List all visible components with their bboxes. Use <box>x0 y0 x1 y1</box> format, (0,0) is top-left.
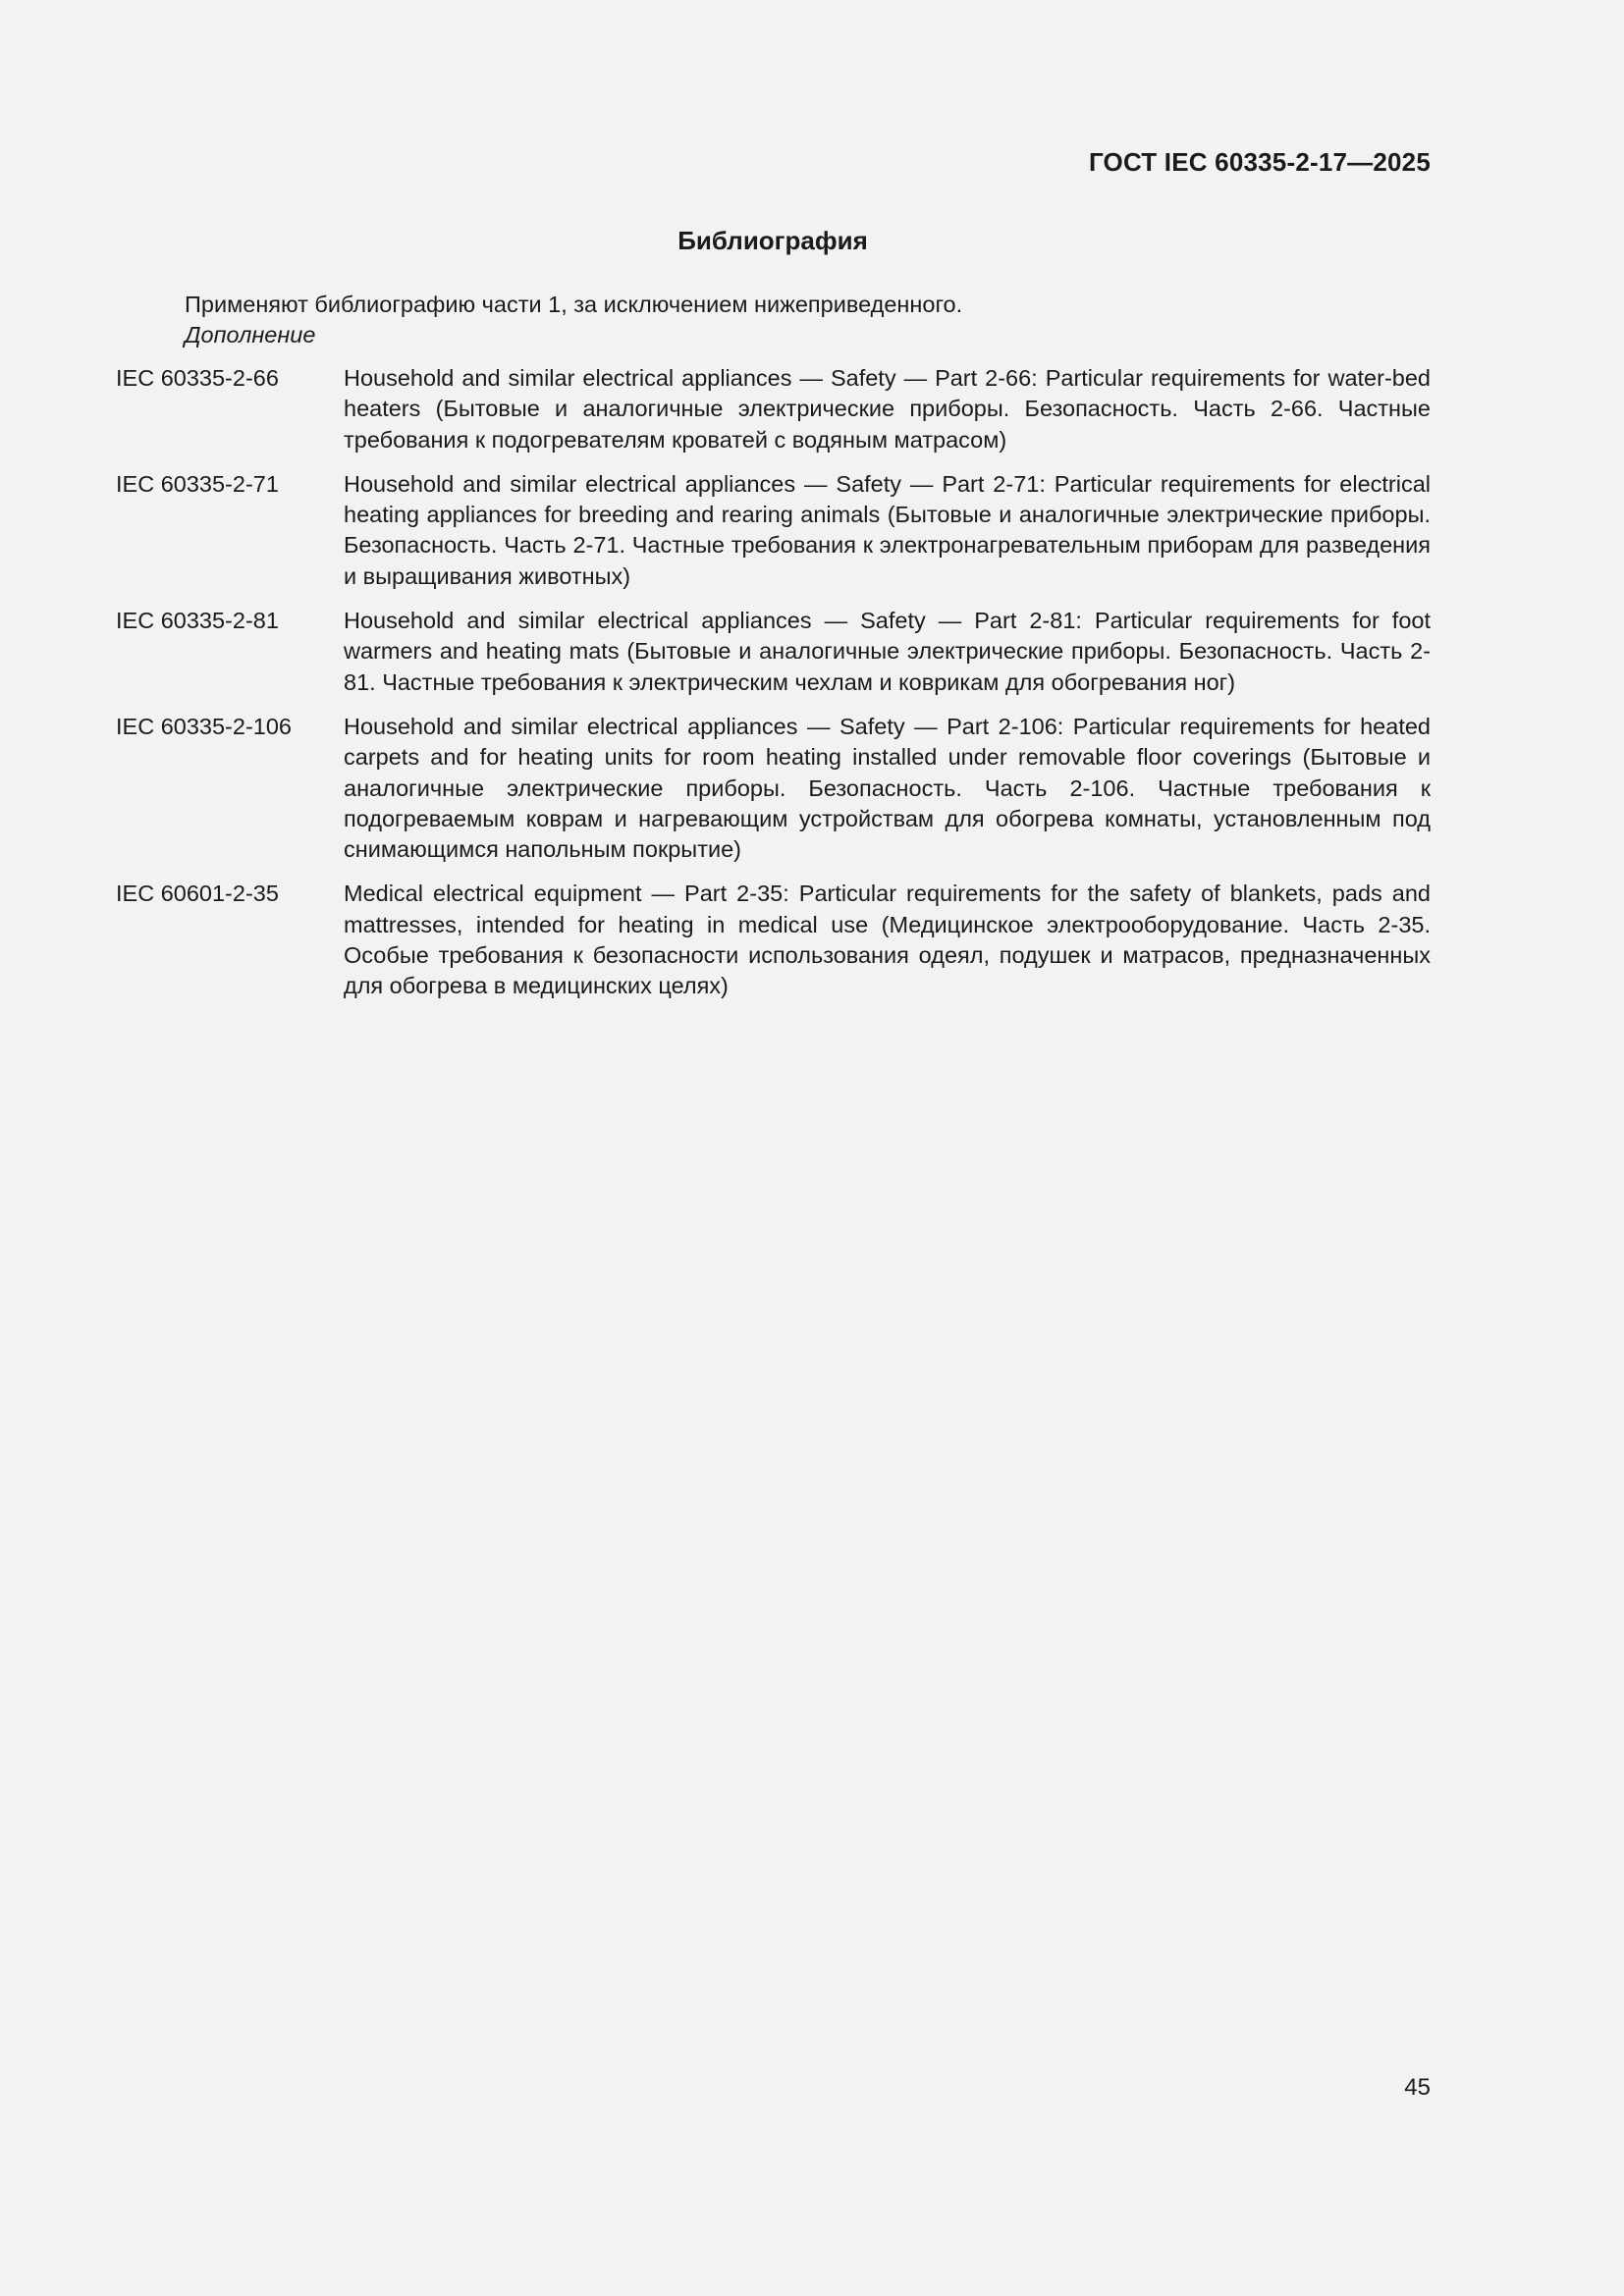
reference-code: IEC 60335-2-71 <box>116 470 279 497</box>
reference-code: IEC 60335-2-81 <box>116 608 279 634</box>
reference-entry <box>116 712 1431 865</box>
reference-text: Household and similar electrical appliances — Safety — Part 2-71: Particular requirements for electrical heating appliances for breeding and rearing animals (Бытовые и аналогичные электрические приборы. Безопасность. Часть 2-71. Частные требования к электронагревательным приборам для разведения и выращивания животных) <box>344 470 1431 589</box>
intro-block <box>185 290 962 350</box>
reference-text: Household and similar electrical appliances — Safety — Part 2-106: Particular requirements for heated carpets and for heating units for room heating installed under removable floor coverings (Бытовые и аналогичные электрические приборы. Безопасность. Часть 2-106. Частные требования к подогреваемым коврам и нагревающим устройствам для обогрева комнаты, установленным под снимающимся напольным покрытие) <box>344 713 1431 863</box>
reference-list <box>116 363 1431 1016</box>
reference-text: Medical electrical equipment — Part 2-35: Particular requirements for the safety of blankets, pads and mattresses, intended for heating in medical use (Медицинское электрооборудование. Часть 2-35. Особые требования к безопасности использования одеял, подушек и матрасов, предназначенных для обогрева в медицинских целях) <box>344 881 1431 999</box>
reference-code: IEC 60601-2-35 <box>116 881 279 907</box>
page-number: 45 <box>1404 2074 1431 2101</box>
intro-text: Применяют библиографию части 1, за исключением нижеприведенного. <box>185 292 963 317</box>
reference-entry <box>116 363 1431 455</box>
section-title: Библиография <box>677 226 868 255</box>
reference-text: Household and similar electrical appliances — Safety — Part 2-81: Particular requirements for foot warmers and heating mats (Бытовые и аналогичные электрические приборы. Безопасность. Часть 2-81. Частные требования к электрическим чехлам и коврикам для обогревания ног) <box>344 608 1431 695</box>
reference-entry <box>116 606 1431 698</box>
reference-text: Household and similar electrical appliances — Safety — Part 2-66: Particular requirements for water-bed heaters (Бытовые и аналогичные электрические приборы. Безопасность. Часть 2-66. Частные требования к подогревателям кроватей с водяным матрасом) <box>344 365 1431 453</box>
document-code-header: ГОСТ IEC 60335-2-17—2025 <box>1088 147 1431 177</box>
intro-note: Дополнение <box>185 322 316 347</box>
reference-code: IEC 60335-2-66 <box>116 365 279 391</box>
reference-code: IEC 60335-2-106 <box>116 713 292 739</box>
reference-entry <box>116 469 1431 592</box>
reference-entry <box>116 879 1431 1001</box>
